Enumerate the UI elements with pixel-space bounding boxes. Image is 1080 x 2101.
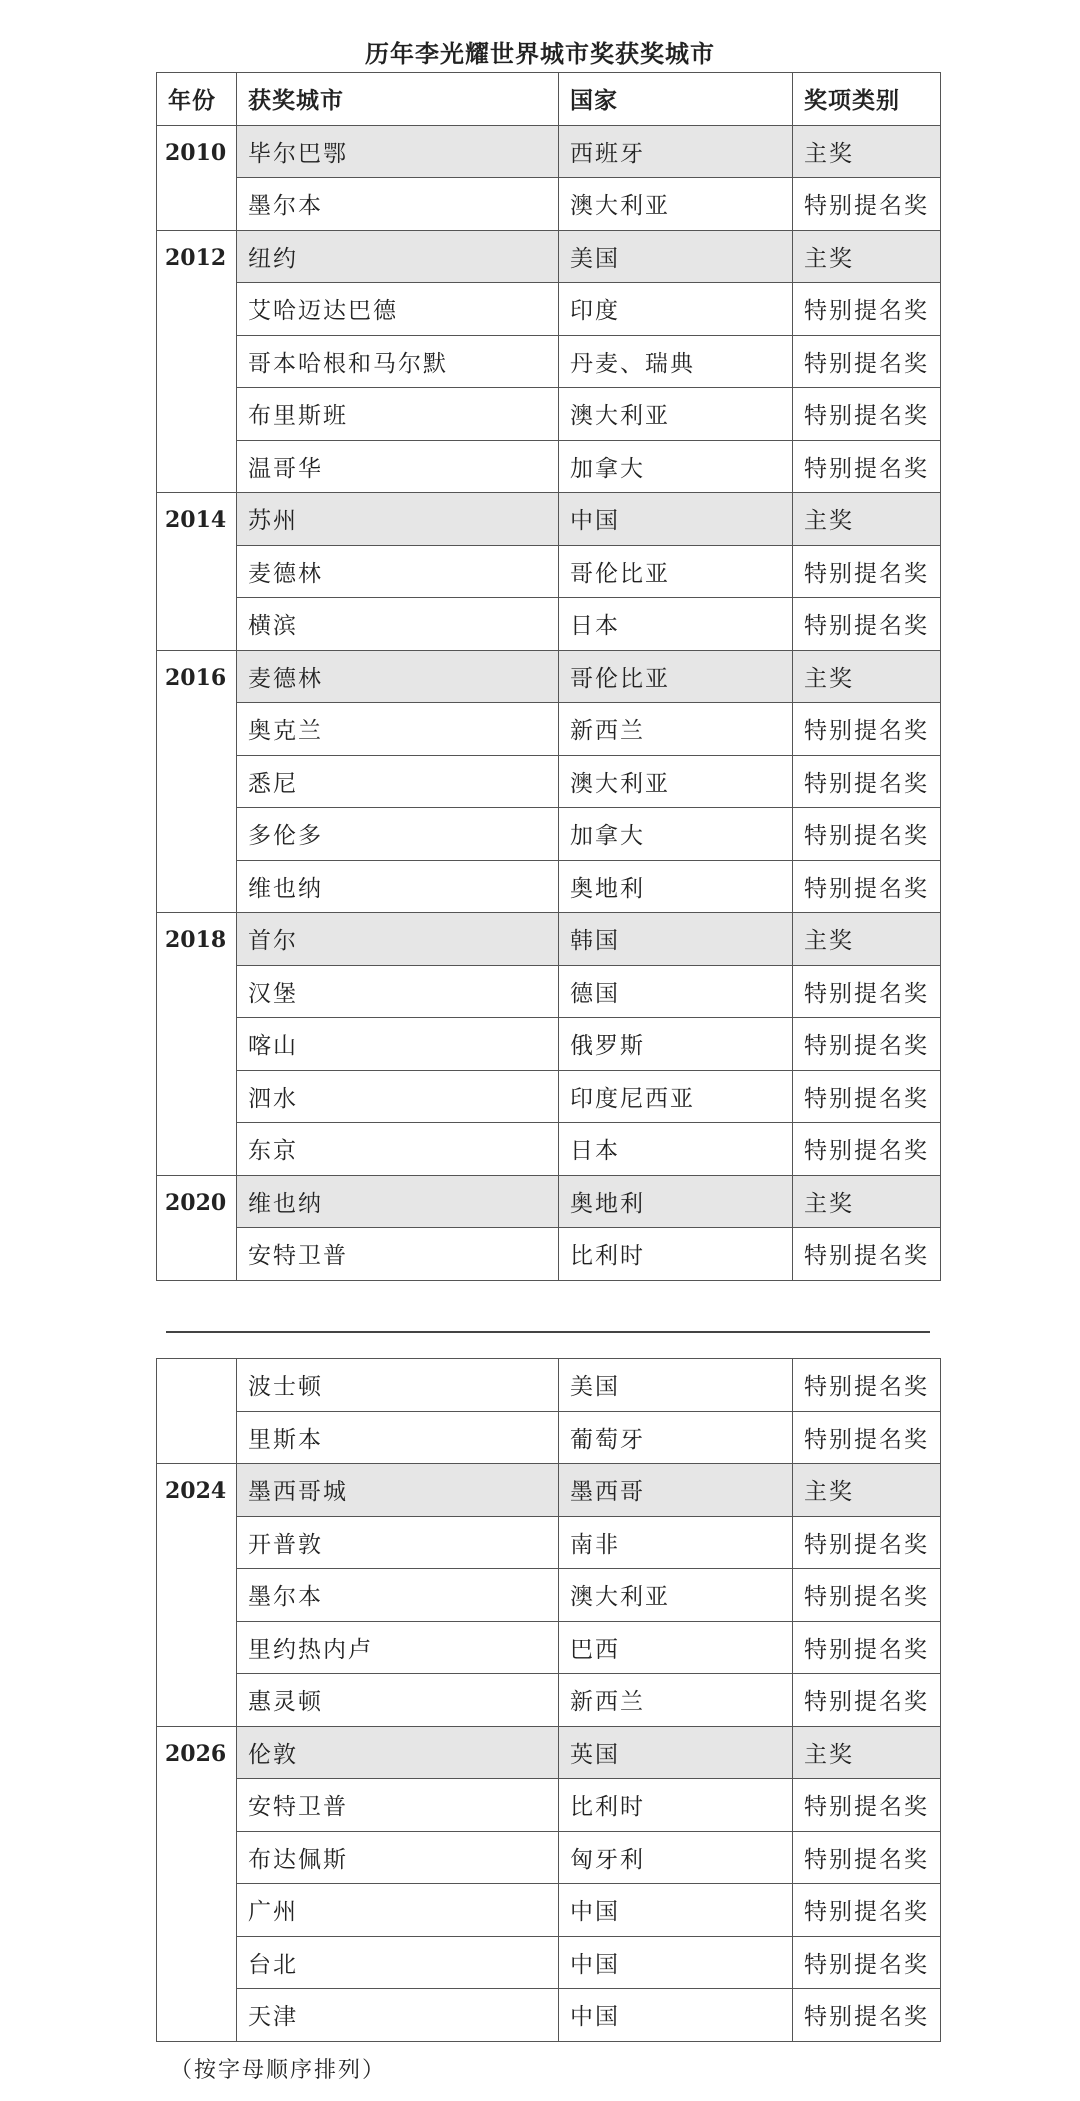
table-row [157,1123,941,1176]
category-cell: 特别提名奖 [793,1018,941,1071]
city-cell: 首尔 [237,913,559,966]
year-cell: 2012 [157,230,237,493]
category-cell: 特别提名奖 [793,965,941,1018]
country-cell: 韩国 [559,913,793,966]
table-row [157,650,941,703]
country-cell: 奥地利 [559,860,793,913]
table-row [157,125,941,178]
city-cell: 温哥华 [237,440,559,493]
country-cell: 印度 [559,283,793,336]
country-cell: 澳大利亚 [559,1569,793,1622]
table-row [157,1175,941,1228]
year-cell: 2026 [157,1726,237,2041]
city-cell: 喀山 [237,1018,559,1071]
category-cell: 主奖 [793,230,941,283]
year-cell: 2020 [157,1175,237,1280]
category-cell: 特别提名奖 [793,1516,941,1569]
category-cell: 特别提名奖 [793,1831,941,1884]
category-cell: 特别提名奖 [793,283,941,336]
category-cell: 主奖 [793,1464,941,1517]
category-cell: 特别提名奖 [793,178,941,231]
year-cell [157,1359,237,1464]
header-country: 国家 [559,73,793,126]
category-cell: 特别提名奖 [793,1674,941,1727]
country-cell: 丹麦、瑞典 [559,335,793,388]
city-cell: 布里斯班 [237,388,559,441]
city-cell: 安特卫普 [237,1228,559,1281]
table-row [157,1411,941,1464]
city-cell: 里斯本 [237,1411,559,1464]
table-row [157,283,941,336]
category-cell: 主奖 [793,650,941,703]
city-cell: 哥本哈根和马尔默 [237,335,559,388]
category-cell: 特别提名奖 [793,598,941,651]
table-row [157,913,941,966]
category-cell: 特别提名奖 [793,703,941,756]
category-cell: 特别提名奖 [793,388,941,441]
category-cell: 特别提名奖 [793,335,941,388]
table-row [157,493,941,546]
awards-table [156,72,941,1281]
table-row [157,1726,941,1779]
country-cell: 中国 [559,1936,793,1989]
country-cell: 中国 [559,493,793,546]
table-row [157,178,941,231]
table-row [157,1621,941,1674]
category-cell: 特别提名奖 [793,1123,941,1176]
city-cell: 麦德林 [237,650,559,703]
awards-table-body [157,125,941,1280]
table-row [157,1228,941,1281]
city-cell: 开普敦 [237,1516,559,1569]
city-cell: 波士顿 [237,1359,559,1412]
country-cell: 奥地利 [559,1175,793,1228]
city-cell: 台北 [237,1936,559,1989]
header-city: 获奖城市 [237,73,559,126]
table-row [157,703,941,756]
country-cell: 英国 [559,1726,793,1779]
table-row [157,230,941,283]
city-cell: 悉尼 [237,755,559,808]
category-cell: 特别提名奖 [793,1411,941,1464]
table-row [157,545,941,598]
category-cell: 特别提名奖 [793,545,941,598]
country-cell: 德国 [559,965,793,1018]
city-cell: 墨西哥城 [237,1464,559,1517]
category-cell: 特别提名奖 [793,860,941,913]
country-cell: 澳大利亚 [559,178,793,231]
city-cell: 汉堡 [237,965,559,1018]
page-divider [166,1331,930,1333]
country-cell: 巴西 [559,1621,793,1674]
category-cell: 主奖 [793,913,941,966]
category-cell: 特别提名奖 [793,1359,941,1412]
country-cell: 新西兰 [559,1674,793,1727]
table-row [157,755,941,808]
city-cell: 奥克兰 [237,703,559,756]
country-cell: 比利时 [559,1228,793,1281]
city-cell: 布达佩斯 [237,1831,559,1884]
category-cell: 特别提名奖 [793,1779,941,1832]
category-cell: 主奖 [793,1175,941,1228]
table-row [157,808,941,861]
category-cell: 特别提名奖 [793,1070,941,1123]
year-cell: 2010 [157,125,237,230]
table-row [157,860,941,913]
category-cell: 特别提名奖 [793,1621,941,1674]
city-cell: 安特卫普 [237,1779,559,1832]
city-cell: 艾哈迈达巴德 [237,283,559,336]
country-cell: 加拿大 [559,808,793,861]
table-row [157,598,941,651]
table-row [157,1464,941,1517]
table-row [157,1779,941,1832]
category-cell: 主奖 [793,125,941,178]
city-cell: 毕尔巴鄂 [237,125,559,178]
country-cell: 比利时 [559,1779,793,1832]
page-title: 历年李光耀世界城市奖获奖城市 [365,39,715,68]
country-cell: 印度尼西亚 [559,1070,793,1123]
city-cell: 多伦多 [237,808,559,861]
category-cell: 特别提名奖 [793,440,941,493]
country-cell: 中国 [559,1884,793,1937]
city-cell: 广州 [237,1884,559,1937]
country-cell: 加拿大 [559,440,793,493]
country-cell: 日本 [559,598,793,651]
city-cell: 苏州 [237,493,559,546]
table-row [157,1936,941,1989]
awards-table-continued [156,1358,941,2042]
table-row [157,1070,941,1123]
category-cell: 特别提名奖 [793,808,941,861]
table-row [157,965,941,1018]
awards-table-continued-body [157,1359,941,2042]
category-cell: 特别提名奖 [793,755,941,808]
city-cell: 墨尔本 [237,1569,559,1622]
table-header-row [157,73,941,126]
table-row [157,388,941,441]
table-row [157,1989,941,2042]
country-cell: 美国 [559,1359,793,1412]
city-cell: 墨尔本 [237,178,559,231]
city-cell: 东京 [237,1123,559,1176]
category-cell: 特别提名奖 [793,1228,941,1281]
country-cell: 哥伦比亚 [559,650,793,703]
city-cell: 麦德林 [237,545,559,598]
city-cell: 伦敦 [237,1726,559,1779]
city-cell: 横滨 [237,598,559,651]
country-cell: 俄罗斯 [559,1018,793,1071]
category-cell: 主奖 [793,1726,941,1779]
year-cell: 2024 [157,1464,237,1727]
city-cell: 维也纳 [237,860,559,913]
table-row [157,1674,941,1727]
category-cell: 特别提名奖 [793,1989,941,2042]
header-category: 奖项类别 [793,73,941,126]
country-cell: 中国 [559,1989,793,2042]
city-cell: 惠灵顿 [237,1674,559,1727]
table-row [157,335,941,388]
header-year: 年份 [157,73,237,126]
category-cell: 主奖 [793,493,941,546]
table-row [157,1884,941,1937]
category-cell: 特别提名奖 [793,1884,941,1937]
country-cell: 哥伦比亚 [559,545,793,598]
table-row [157,440,941,493]
country-cell: 南非 [559,1516,793,1569]
city-cell: 纽约 [237,230,559,283]
year-cell: 2014 [157,493,237,651]
table-row [157,1569,941,1622]
country-cell: 澳大利亚 [559,388,793,441]
country-cell: 葡萄牙 [559,1411,793,1464]
category-cell: 特别提名奖 [793,1936,941,1989]
country-cell: 澳大利亚 [559,755,793,808]
footnote: （按字母顺序排列） [170,2058,387,2083]
country-cell: 美国 [559,230,793,283]
country-cell: 匈牙利 [559,1831,793,1884]
country-cell: 日本 [559,1123,793,1176]
table-row [157,1831,941,1884]
country-cell: 新西兰 [559,703,793,756]
table-row [157,1359,941,1412]
country-cell: 墨西哥 [559,1464,793,1517]
table-row [157,1516,941,1569]
city-cell: 维也纳 [237,1175,559,1228]
year-cell: 2016 [157,650,237,913]
city-cell: 天津 [237,1989,559,2042]
city-cell: 里约热内卢 [237,1621,559,1674]
category-cell: 特别提名奖 [793,1569,941,1622]
table-row [157,1018,941,1071]
country-cell: 西班牙 [559,125,793,178]
year-cell: 2018 [157,913,237,1176]
city-cell: 泗水 [237,1070,559,1123]
